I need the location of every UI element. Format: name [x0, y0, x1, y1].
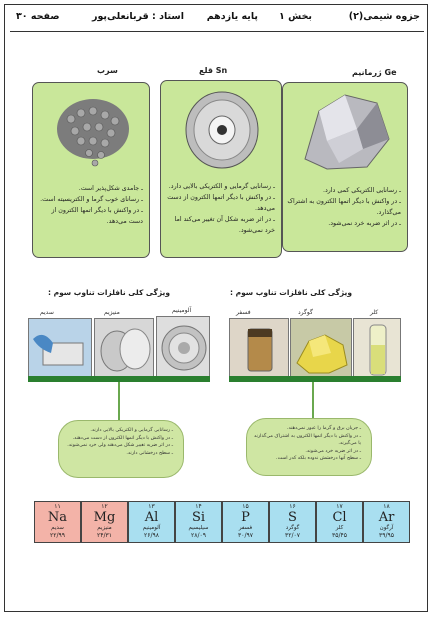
element-symbol: Al — [144, 510, 159, 525]
connector-left — [118, 382, 120, 424]
magnesium-photo — [94, 318, 154, 378]
element-mass: ۳۵/۴۵ — [332, 532, 347, 539]
tin-note: ـ در اثر ضربه شکل آن تغییر می‌کند اما خرد نمی‌شود. — [174, 216, 275, 234]
lead-note: ـ جامدی شکل‌پذیر است. — [78, 185, 143, 192]
metal-note: ـ سطح درخشانی دارند. — [126, 450, 173, 456]
teacher-label: استاد : قربانعلی‌پور — [91, 11, 184, 22]
element-cell — [175, 501, 222, 543]
element-symbol: Cl — [332, 510, 347, 525]
element-name: سیلیسیم — [188, 525, 209, 531]
lead-note: ـ رسانای خوب گرما و الکتریسیته است. — [40, 196, 143, 203]
lead-note: ـ در واکنش با دیگر اتمها الکترون از دست می‌دهد. — [51, 207, 143, 225]
metal-note: ـ در واکنش با دیگر اتمها الکترون از دست می‌دهند. — [72, 435, 173, 441]
element-mass: ۲۸/۰۹ — [191, 532, 206, 539]
germanium-card — [282, 82, 408, 252]
sodium-photo — [28, 318, 92, 378]
element-name: کلر — [335, 525, 344, 531]
photo-strip-right — [229, 376, 401, 382]
element-cell — [316, 501, 363, 543]
element-number: ۱۴ — [195, 503, 202, 510]
nonmetal-note: ـ در واکنش با دیگر اتمها الکترون به اشتراک می‌گذارند یا می‌گیرند. — [254, 433, 361, 447]
element-number: ۱۲ — [101, 503, 108, 510]
metal-note: ـ رسانایی گرمایی و الکتریکی بالایی دارند. — [90, 428, 173, 433]
photo-label-magnesium: منیزیم — [104, 309, 120, 316]
element-number: ۱۷ — [336, 503, 343, 510]
element-cell — [81, 501, 128, 543]
element-symbol: S — [288, 510, 297, 525]
element-number: ۱۶ — [289, 503, 296, 510]
germanium-notes — [287, 185, 401, 229]
element-mass: ۲۴/۳۱ — [97, 532, 112, 539]
element-number: ۱۳ — [148, 503, 155, 510]
element-name: آلومینیم — [142, 525, 161, 531]
tin-notes — [165, 181, 275, 236]
germanium-image — [297, 89, 393, 171]
nonmetal-note: ـ جریان برق و گرما را عبور نمی‌دهند. — [286, 426, 361, 431]
element-number: ۱۸ — [383, 503, 390, 510]
header-divider — [10, 31, 424, 32]
element-symbol: P — [241, 510, 250, 525]
nonmetal-notes — [253, 425, 361, 463]
nonmetal-cloud — [246, 418, 372, 476]
element-name: فسفر — [238, 525, 253, 531]
photo-label-aluminum: آلومینیم — [172, 307, 192, 314]
element-cell — [34, 501, 81, 543]
label-tin: قلع Sn — [199, 66, 228, 75]
lead-image — [51, 89, 135, 173]
element-symbol: Si — [191, 510, 206, 525]
section-title-right: ویژگی کلی نافلزات تناوب سوم : — [230, 288, 353, 297]
tin-note: ـ رسانایی گرمایی و الکتریکی بالایی دارد. — [168, 183, 275, 190]
photo-label-chlorine: کلر — [370, 309, 379, 316]
label-lead: سرب — [97, 66, 118, 75]
germanium-note: ـ در اثر ضربه خرد نمی‌شود. — [328, 220, 401, 227]
page-header — [0, 0, 434, 30]
lead-notes — [37, 183, 143, 227]
label-germanium: ژرمانیم Ge — [352, 68, 397, 77]
nonmetal-note: ـ سطح آنها درخشش ندوده بلکه کدر است. — [276, 456, 361, 462]
element-mass: ۳۹/۹۵ — [379, 532, 394, 539]
element-name: گوگرد — [285, 525, 300, 531]
element-symbol: Na — [47, 510, 68, 525]
metal-notes — [65, 427, 173, 457]
germanium-note: ـ رسانایی الکتریکی کمی دارد. — [322, 187, 401, 194]
grade-label: پایه یازدهم — [206, 11, 258, 22]
element-cell — [128, 501, 175, 543]
element-name: سدیم — [51, 525, 64, 531]
element-name: منیزیم — [97, 525, 112, 531]
tin-card — [160, 80, 282, 258]
germanium-note: ـ در واکنش با دیگر اتمها الکترون به اشتراک می‌گذارد. — [287, 198, 401, 216]
connector-right — [312, 382, 314, 422]
chlorine-photo — [353, 318, 401, 378]
element-mass: ۳۲/۰۷ — [285, 532, 300, 539]
element-cell — [222, 501, 269, 543]
element-symbol: Ar — [378, 510, 395, 525]
nonmetal-note: ـ در اثر ضربه خرد می‌شوند. — [305, 448, 361, 454]
lead-card — [32, 82, 150, 258]
aluminum-photo — [156, 316, 210, 378]
element-number: ۱۱ — [54, 503, 61, 510]
element-number: ۱۵ — [242, 503, 249, 510]
section-title-left: ویژگی کلی نافلزات تناوب سوم : — [48, 288, 171, 297]
element-cell — [363, 501, 410, 543]
metal-note: ـ در اثر ضربه تغییر شکل می‌دهند ولی خرد نمی‌شوند. — [67, 443, 173, 449]
photo-label-phosphorus: فسفر — [236, 309, 251, 316]
photo-label-sodium: سدیم — [40, 309, 54, 316]
element-mass: ۳۰/۹۷ — [238, 532, 253, 539]
element-symbol: Mg — [93, 510, 116, 525]
section-label: بخش ۱ — [279, 11, 312, 22]
element-name: آرگون — [379, 525, 394, 531]
photo-label-sulfur: گوگرد — [298, 309, 313, 316]
element-cell — [269, 501, 316, 543]
tin-note: ـ در واکنش با دیگر اتمها الکترون از دست می‌دهد. — [167, 194, 275, 212]
tin-image — [177, 87, 267, 173]
sulfur-photo — [290, 318, 352, 378]
element-mass: ۲۶/۹۸ — [144, 532, 159, 539]
doc-title: جزوه شیمی(۲) — [348, 11, 420, 22]
page-number: صفحه ۳۰ — [16, 11, 60, 22]
phosphorus-photo — [229, 318, 289, 378]
element-mass: ۲۲/۹۹ — [50, 532, 65, 539]
metal-cloud — [58, 420, 184, 478]
